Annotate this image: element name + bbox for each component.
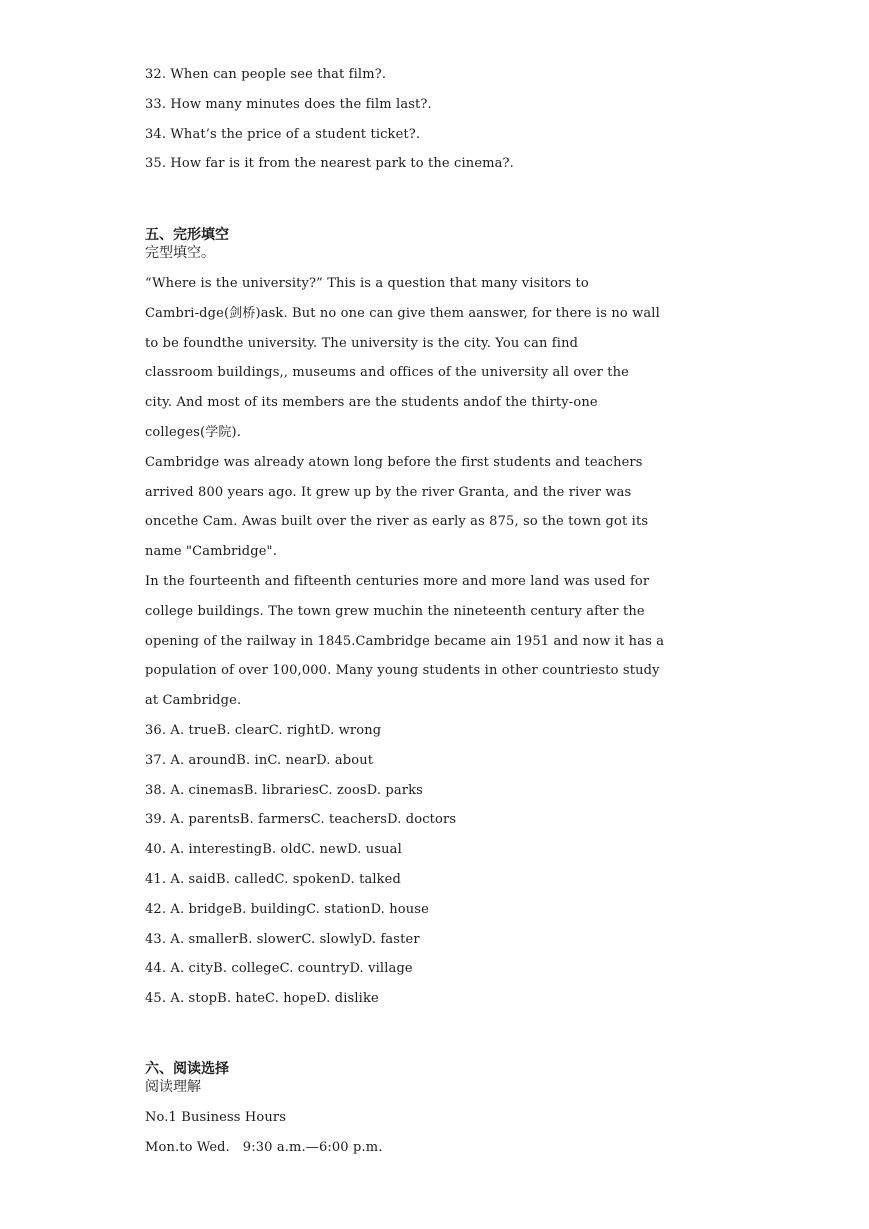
section-heading: 六、阅读选择 — [145, 1061, 229, 1077]
option-line: 41. A. saidB. calledC. spokenD. talked — [145, 871, 402, 887]
reading-passage — [145, 1103, 745, 1163]
option-line: 42. A. bridgeB. buildingC. stationD. house — [145, 901, 429, 917]
passage-line: “Where is the university?” This is a question that many visitors to — [145, 276, 589, 291]
question-line: 32. When can people see that film?. — [145, 67, 387, 82]
passage-line: college buildings. The town grew muchin the nineteenth century after the — [145, 603, 645, 619]
cloze-passage — [145, 269, 745, 1014]
passage-line: population of over 100,000. Many young students in other countriesto study — [145, 663, 660, 679]
option-line: 44. A. cityB. collegeC. countryD. village — [145, 961, 413, 977]
passage-line: name "Cambridge". — [145, 544, 277, 560]
passage-line: Cambri-dge(剑桥)ask. But no one can give them aanswer, for there is no wall — [145, 305, 660, 321]
section-subheading: 阅读理解 — [145, 1079, 201, 1095]
passage-line: colleges(学院). — [145, 424, 242, 440]
passage-line: city. And most of its members are the students andof the thirty-one — [145, 395, 598, 411]
question-line: 34. What’s the price of a student ticket?. — [145, 126, 421, 142]
questions-top — [145, 60, 745, 179]
passage-line: to be foundthe university. The university is the city. You can find — [145, 335, 579, 351]
option-line: 43. A. smallerB. slowerC. slowlyD. faster — [145, 931, 420, 947]
passage-line: arrived 800 years ago. It grew up by the river Granta, and the river was — [145, 484, 632, 500]
option-line: 39. A. parentsB. farmersC. teachersD. doctors — [145, 812, 457, 828]
passage-line: In the fourteenth and fifteenth centuries more and more land was used for — [145, 573, 650, 589]
passage-line: classroom buildings,, museums and offices of the university all over the — [145, 365, 630, 381]
option-line: 37. A. aroundB. inC. nearD. about — [145, 752, 374, 768]
passage-line: Cambridge was already atown long before the first students and teachers — [145, 454, 643, 470]
section-5-header — [145, 226, 745, 263]
passage-line: at Cambridge. — [145, 693, 242, 709]
reading-line: Mon.to Wed. 9:30 a.m.—6:00 p.m. — [145, 1139, 383, 1155]
question-line: 33. How many minutes does the film last?. — [145, 96, 432, 112]
option-line: 45. A. stopB. hateC. hopeD. dislike — [145, 991, 379, 1007]
section-6-header — [145, 1060, 745, 1097]
section-subheading: 完型填空。 — [145, 245, 215, 261]
option-line: 36. A. trueB. clearC. rightD. wrong — [145, 722, 382, 738]
passage-line: oncethe Cam. Awas built over the river as early as 875, so the town got its — [145, 514, 649, 530]
section-heading: 五、完形填空 — [145, 227, 229, 243]
passage-line: opening of the railway in 1845.Cambridge became ain 1951 and now it has a — [145, 633, 665, 649]
reading-line: No.1 Business Hours — [145, 1110, 287, 1125]
option-line: 40. A. interestingB. oldC. newD. usual — [145, 842, 402, 858]
option-line: 38. A. cinemasB. librariesC. zoosD. parks — [145, 782, 424, 798]
question-line: 35. How far is it from the nearest park to the cinema?. — [145, 156, 514, 172]
